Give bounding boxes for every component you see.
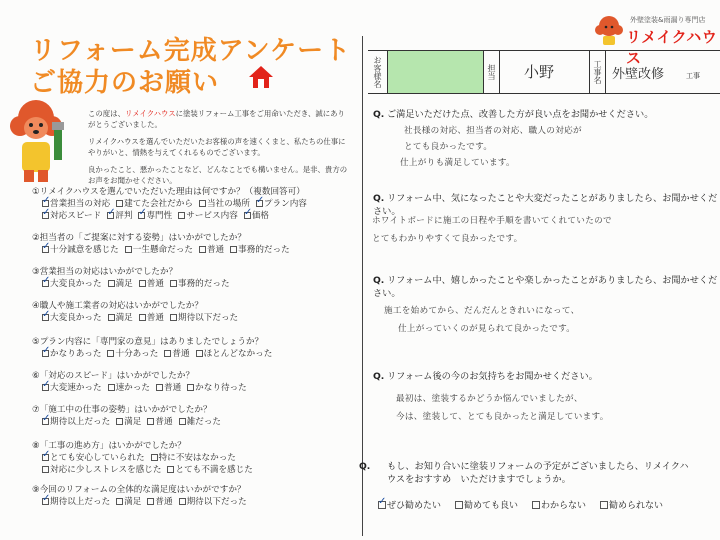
checked-box-icon[interactable] — [42, 350, 49, 357]
option-label: 期待以下だった — [177, 313, 239, 323]
checkbox-option[interactable] — [108, 313, 133, 323]
checkbox-option[interactable] — [170, 313, 238, 323]
option-label: 事務的だった — [177, 279, 230, 289]
checkbox-option[interactable] — [42, 349, 101, 359]
empty-box-icon[interactable] — [42, 466, 49, 473]
option-label: とても不満を感じた — [175, 465, 253, 475]
empty-box-icon[interactable] — [139, 280, 146, 287]
question-text: もし、お知り合いに塗装リフォームの予定がございましたら、リメイクハウスをおすすめ いただけますでしょうか。 — [387, 461, 689, 485]
question-text: ②担当者の「ご提案に対する姿勢」はいかがでしたか？ — [32, 233, 246, 243]
checkbox-option[interactable] — [42, 199, 110, 209]
left-question-8 — [32, 440, 360, 476]
handwritten-answer: ホワイトボードに施工の日程や手順を書いてくれていたので — [372, 216, 612, 226]
handwritten-answer: 社長様の対応、担当者の対応、職人の対応が — [404, 126, 582, 136]
left-question-2 — [32, 232, 360, 256]
checked-box-icon[interactable] — [138, 212, 145, 219]
empty-box-icon[interactable] — [178, 212, 185, 219]
option-label: プラン内容 — [263, 199, 307, 209]
option-label: 評判 — [115, 211, 133, 221]
checked-box-icon[interactable] — [42, 200, 49, 207]
option-label: 普通 — [146, 313, 164, 323]
empty-box-icon[interactable] — [230, 246, 237, 253]
empty-box-icon[interactable] — [108, 314, 115, 321]
question-text: ①リメイクハウスを選んでいただいた理由は何ですか？（複数回答可） — [32, 187, 305, 197]
handwritten-answer: 今は、塗装して、とても良かったと満足しています。 — [396, 412, 609, 422]
checkbox-option[interactable] — [42, 245, 119, 255]
option-label: 普通 — [172, 349, 190, 359]
option-label: 期待以上だった — [50, 417, 111, 427]
option-label: 当社の場所 — [206, 199, 250, 209]
checkbox-option[interactable] — [147, 497, 172, 507]
option-label: 普通 — [155, 497, 173, 507]
checkbox-option[interactable] — [170, 279, 230, 289]
empty-box-icon[interactable] — [108, 280, 115, 287]
checkbox-option[interactable] — [187, 383, 247, 393]
empty-box-icon[interactable] — [151, 454, 158, 461]
checkbox-option[interactable] — [151, 453, 236, 463]
empty-box-icon[interactable] — [116, 418, 123, 425]
q-marker: Q. — [373, 275, 385, 286]
option-label: 勧められない — [609, 501, 664, 511]
empty-box-icon[interactable] — [116, 498, 123, 505]
intro-text: この度は、リメイクハウスに塗装リフォーム工事をご用命いただき、誠にありがとうございました。 リメイクハウスを選んでいただいたお客様の声を速くくまと、私たちの仕事にやりがいと、情熱を与えてくれるものでございます。 良かったこと、悪かったことなど、どんなことでも構いません。是非、貴方のお声をお聞かせください。 — [88, 109, 348, 185]
handwritten-answer: とても良かったです。 — [404, 142, 493, 152]
option-label: 普通 — [155, 417, 173, 427]
checked-box-icon[interactable] — [107, 212, 114, 219]
checkbox-option[interactable] — [42, 465, 161, 475]
option-label: 雑だった — [186, 417, 221, 427]
option-label: 満足 — [124, 417, 142, 427]
checked-box-icon[interactable] — [42, 498, 49, 505]
checkbox-option[interactable] — [116, 417, 141, 427]
checkbox-option[interactable] — [42, 313, 102, 323]
checkbox-option[interactable] — [42, 417, 110, 427]
checkbox-option[interactable] — [178, 211, 238, 221]
checkbox-option[interactable] — [42, 211, 101, 221]
checkbox-option[interactable] — [179, 497, 247, 507]
recommend-option[interactable] — [532, 501, 586, 511]
empty-box-icon[interactable] — [167, 466, 174, 473]
left-question-6 — [32, 370, 360, 394]
option-label: かなり待った — [195, 383, 247, 393]
checked-box-icon[interactable] — [42, 280, 49, 287]
empty-box-icon[interactable] — [139, 314, 146, 321]
checkbox-option[interactable] — [107, 211, 132, 221]
brand-name: リメイクハウス — [626, 28, 718, 67]
checkbox-option[interactable] — [42, 279, 102, 289]
option-label: 普通 — [163, 383, 182, 393]
work-name: 外壁改修 工事 — [612, 67, 701, 82]
house-icon — [248, 64, 274, 90]
checked-box-icon[interactable] — [42, 212, 49, 219]
left-question-9 — [32, 484, 360, 508]
title-line1: リフォーム完成アンケート — [30, 36, 352, 66]
left-question-7 — [32, 404, 360, 428]
q-marker: Q. — [359, 461, 371, 472]
checkbox-option[interactable] — [108, 383, 150, 393]
right-question-3 — [373, 274, 718, 300]
option-label: 事務的だった — [238, 245, 290, 255]
empty-box-icon[interactable] — [107, 350, 114, 357]
checked-box-icon[interactable] — [42, 418, 49, 425]
option-label: わからない — [541, 501, 587, 511]
checkbox-option[interactable] — [42, 453, 145, 463]
checkbox-option[interactable] — [107, 349, 158, 359]
option-label: 特に不安はなかった — [158, 453, 236, 463]
question-text: ⑦「施工中の仕事の姿勢」はいかがでしたか？ — [32, 405, 212, 415]
option-label: 満足 — [124, 497, 142, 507]
checkbox-option[interactable] — [42, 497, 110, 507]
empty-box-icon[interactable] — [147, 418, 154, 425]
option-label: ぜひ勧めたい — [387, 501, 442, 511]
question-text: ③営業担当の対応はいかがでしたか？ — [32, 267, 178, 277]
option-label: かなりあった — [50, 349, 102, 359]
handwritten-answer: 最初は、塗装するかどうか悩んでいましたが、 — [396, 394, 583, 404]
q-marker: Q. — [373, 109, 385, 120]
empty-box-icon[interactable] — [199, 246, 206, 253]
empty-box-icon[interactable] — [156, 384, 163, 391]
q-marker: Q. — [373, 193, 385, 204]
q-marker: Q. — [373, 371, 385, 382]
option-label: 建てた会社だから — [124, 199, 193, 209]
option-label: 速かった — [115, 383, 150, 393]
option-label: 専門性 — [146, 211, 173, 221]
question-text: ⑥「対応のスピード」はいかがでしたか？ — [32, 371, 195, 381]
left-question-4 — [32, 300, 360, 324]
right-question-5 — [359, 460, 691, 486]
empty-box-icon[interactable] — [164, 350, 171, 357]
brand-tagline: 外壁塗装&雨漏り専門店 — [630, 16, 706, 24]
question-text: ご満足いただけた点、改善した方が良い点をお聞かせください。 — [387, 109, 654, 120]
checked-box-icon[interactable] — [42, 384, 49, 391]
customer-info-table — [368, 50, 720, 94]
option-label: 価格 — [251, 211, 270, 221]
option-label: 営業担当の対応 — [50, 199, 111, 209]
checkbox-option[interactable] — [42, 383, 102, 393]
checkbox-option[interactable] — [179, 417, 221, 427]
empty-box-icon[interactable] — [196, 350, 203, 357]
empty-box-icon[interactable] — [179, 418, 186, 425]
recommend-options — [378, 498, 677, 511]
empty-box-icon[interactable] — [116, 200, 123, 207]
option-label: 一生懸命だった — [132, 245, 193, 255]
title-line2: ご協力のお願い — [30, 68, 220, 98]
option-label: 大変良かった — [50, 313, 102, 323]
handwritten-answer: 仕上がっていくのが見られて良かったです。 — [398, 324, 576, 334]
option-label: 十分誠意を感じた — [50, 245, 119, 255]
checkbox-option[interactable] — [199, 245, 224, 255]
right-question-1 — [373, 108, 718, 121]
recommend-option[interactable] — [600, 501, 663, 511]
checked-box-icon[interactable] — [378, 501, 386, 509]
checkbox-option[interactable] — [230, 245, 290, 255]
question-text: リフォーム後の今のお気持ちをお聞かせください。 — [387, 371, 598, 382]
empty-box-icon[interactable] — [455, 501, 463, 509]
option-label: 勧めても良い — [464, 501, 519, 511]
option-label: 期待以下だった — [186, 497, 247, 507]
mascot-poodle-painter-icon — [6, 96, 76, 186]
option-label: 普通 — [206, 245, 225, 255]
empty-box-icon[interactable] — [147, 498, 154, 505]
checkbox-option[interactable] — [244, 211, 269, 221]
empty-box-icon[interactable] — [125, 246, 132, 253]
empty-box-icon[interactable] — [170, 314, 177, 321]
checkbox-option[interactable] — [196, 349, 273, 359]
question-text: リフォーム中、嬉しかったことや楽しかったことがありましたら、お聞かせください。 — [373, 275, 718, 299]
option-label: 満足 — [115, 279, 133, 289]
checkbox-option[interactable] — [139, 279, 164, 289]
checkbox-option[interactable] — [108, 279, 133, 289]
empty-box-icon[interactable] — [187, 384, 194, 391]
option-label: 期待以上だった — [50, 497, 111, 507]
customer-label: お客様名 — [368, 51, 388, 93]
option-label: 大変速かった — [50, 383, 102, 393]
handwritten-answer: とてもわかりやすくて良かったです。 — [372, 234, 523, 244]
option-label: ほとんどなかった — [203, 349, 273, 359]
left-question-3 — [32, 266, 360, 290]
checkbox-option[interactable] — [256, 199, 307, 209]
brand-logo — [592, 12, 718, 67]
empty-box-icon[interactable] — [600, 501, 608, 509]
empty-box-icon[interactable] — [532, 501, 540, 509]
empty-box-icon[interactable] — [199, 200, 206, 207]
question-text: リフォーム中、気になったことや大変だったことがありましたら、お聞かせください。 — [373, 193, 718, 217]
checkbox-option[interactable] — [116, 497, 141, 507]
question-text: ④職人や施工業者の対応はいかがでしたか？ — [32, 301, 203, 311]
checkbox-option[interactable] — [125, 245, 193, 255]
checkbox-option[interactable] — [147, 417, 172, 427]
option-label: 対応に少しストレスを感じた — [50, 465, 162, 475]
option-label: 満足 — [115, 313, 133, 323]
left-question-5 — [32, 336, 360, 360]
question-text: ⑤プラン内容に「専門家の意見」はありましたでしょうか？ — [32, 337, 264, 347]
empty-box-icon[interactable] — [179, 498, 186, 505]
option-label: 普通 — [146, 279, 164, 289]
question-text: ⑨今回のリフォームの全体的な満足度はいかがですか？ — [32, 485, 246, 495]
option-label: とても安心していられた — [50, 453, 145, 463]
option-label: 大変良かった — [50, 279, 102, 289]
option-label: サービス内容 — [186, 211, 238, 221]
checkbox-option[interactable] — [139, 313, 164, 323]
right-question-4 — [373, 370, 718, 383]
staff-label: 担当 — [484, 51, 500, 93]
recommend-option[interactable] — [378, 501, 441, 511]
question-text: ⑧「工事の進め方」はいかがでしたか？ — [32, 441, 186, 451]
option-label: 十分あった — [115, 349, 159, 359]
checkbox-option[interactable] — [164, 349, 189, 359]
empty-box-icon[interactable] — [108, 384, 115, 391]
option-label: 対応スピード — [50, 211, 102, 221]
left-question-1 — [32, 186, 360, 222]
checkbox-option[interactable] — [156, 383, 181, 393]
recommend-option[interactable] — [455, 501, 518, 511]
checkbox-option[interactable] — [138, 211, 172, 221]
checked-box-icon[interactable] — [256, 200, 263, 207]
customer-name-field — [388, 51, 484, 93]
handwritten-answer: 施工を始めてから、だんだんときれいになって、 — [384, 306, 580, 316]
empty-box-icon[interactable] — [170, 280, 177, 287]
handwritten-answer: 仕上がりも満足しています。 — [400, 158, 515, 168]
checkbox-option[interactable] — [116, 199, 193, 209]
staff-name: 小野 — [500, 51, 590, 93]
checkbox-option[interactable] — [199, 199, 250, 209]
logo-mascot-icon — [594, 14, 624, 46]
work-label: 工事名 — [590, 51, 606, 93]
checked-box-icon[interactable] — [42, 246, 49, 253]
checked-box-icon[interactable] — [244, 212, 251, 219]
checked-box-icon[interactable] — [42, 454, 49, 461]
checkbox-option[interactable] — [167, 465, 252, 475]
checked-box-icon[interactable] — [42, 314, 49, 321]
